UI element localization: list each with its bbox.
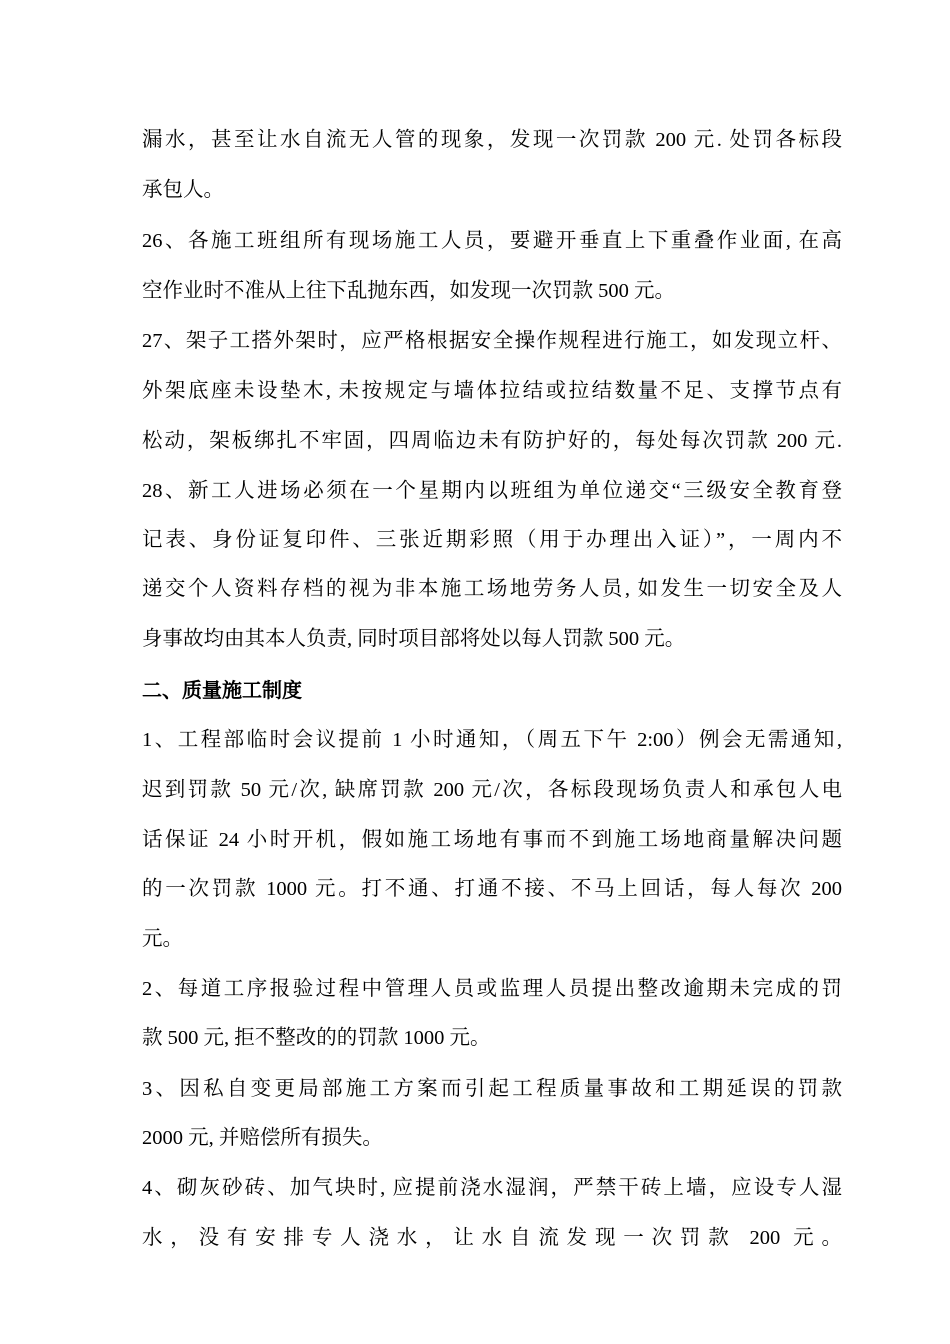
text-line: 款 500 元, 拒不整改的的罚款 1000 元。 [142, 1027, 491, 1049]
text-line: 记表、身份证复印件、三张近期彩照（用于办理出入证）”，一周内不 [142, 529, 842, 551]
text-line: 迟到罚款 50 元/次, 缺席罚款 200 元/次，各标段现场负责人和承包人电 [142, 779, 842, 801]
text-line: 话保证 24 小时开机，假如施工场地有事而不到施工场地商量解决问题 [142, 829, 842, 851]
text-line: 4、砌灰砂砖、加气块时, 应提前浇水湿润，严禁干砖上墙，应设专人湿 [142, 1177, 842, 1199]
text-line: 元。 [142, 928, 183, 950]
text-line: 2000 元, 并赔偿所有损失。 [142, 1127, 383, 1149]
text-line: 空作业时不准从上往下乱抛东西，如发现一次罚款 500 元。 [142, 280, 675, 302]
text-line: 外架底座未设垫木, 未按规定与墙体拉结或拉结数量不足、支撑节点有 [142, 380, 842, 402]
text-line: 27、架子工搭外架时，应严格根据安全操作规程进行施工，如发现立杆、 [142, 330, 842, 352]
text-line: 的一次罚款 1000 元。打不通、打通不接、不马上回话，每人每次 200 [142, 878, 842, 900]
text-line: 身事故均由其本人负责, 同时项目部将处以每人罚款 500 元。 [142, 628, 686, 650]
text-line: 水，没有安排专人浇水，让水自流发现一次罚款 200 元。 [142, 1227, 842, 1249]
text-line: 26、各施工班组所有现场施工人员，要避开垂直上下重叠作业面, 在高 [142, 230, 842, 252]
text-line: 28、新工人进场必须在一个星期内以班组为单位递交“三级安全教育登 [142, 480, 842, 502]
text-line: 漏水，甚至让水自流无人管的现象，发现一次罚款 200 元. 处罚各标段 [142, 129, 842, 151]
text-line: 3、因私自变更局部施工方案而引起工程质量事故和工期延误的罚款 [142, 1078, 842, 1100]
text-line: 承包人。 [142, 179, 224, 201]
text-line: 松动，架板绑扎不牢固，四周临边未有防护好的，每处每次罚款 200 元. [142, 430, 842, 452]
text-line: 递交个人资料存档的视为非本施工场地劳务人员, 如发生一切安全及人 [142, 578, 842, 600]
text-line: 1、工程部临时会议提前 1 小时通知，（周五下午 2:00）例会无需通知, [142, 729, 842, 751]
section-heading: 二、质量施工制度 [142, 678, 302, 702]
text-line: 2、每道工序报验过程中管理人员或监理人员提出整改逾期未完成的罚 [142, 978, 842, 1000]
